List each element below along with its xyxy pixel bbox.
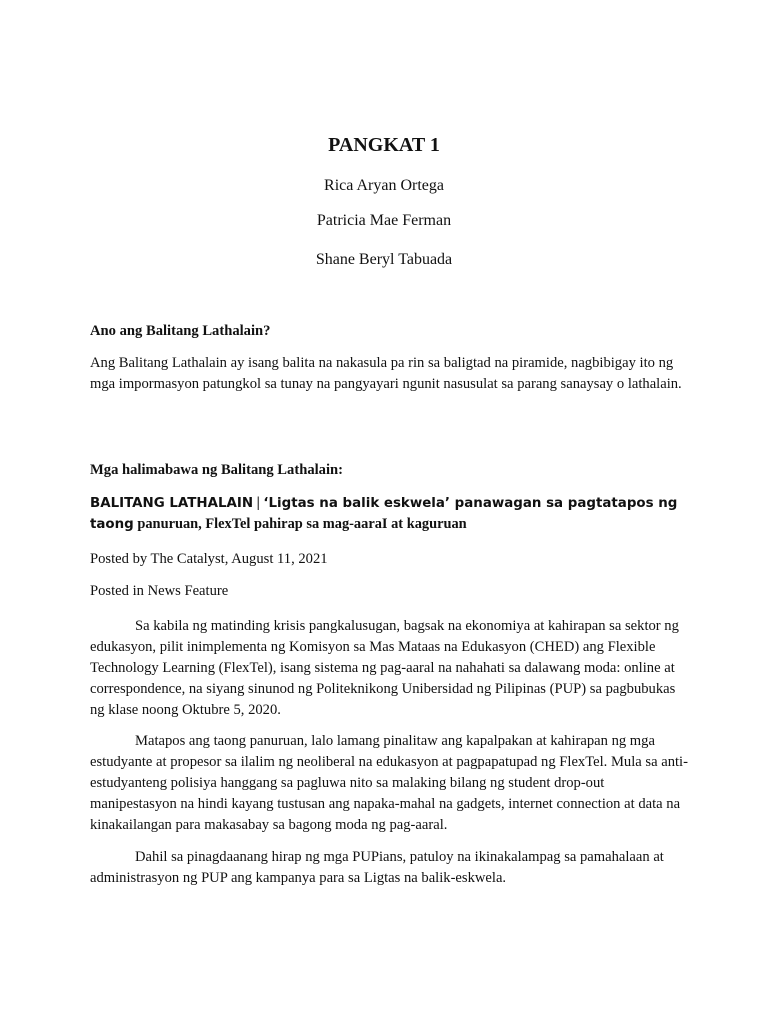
author-name: Patricia Mae Ferman [316,212,452,229]
article-paragraph: Sa kabila ng matinding krisis pangkalusugan, bagsak na ekonomiya at kahirapan sa sektor ng edukasyon, pilit inimplementa ng Komisyon sa Mas Mataas na Edukasyon (CHED) ang Flexible Technology Learning (FlexTel), isang sistema ng pag-aaral na nahahati sa dalawang moda: online at correspondence, na siyang sinunod ng Politeknikong Unibersidad ng Pilipinas (PUP) sa pagbubukas ng klase noong Oktubre 5, 2020. [90,618,679,718]
posted-in: Posted in News Feature [90,583,229,599]
definition-paragraph: Ang Balitang Lathalain ay isang balita na nakasula pa rin sa baligtad na piramide, nagbibigay ito ng mga impormasyon patungkol sa tunay na pangyayari ngunit nasusulat sa parang sanaysay o lathalain. [90,355,682,392]
section-question: Ano ang Balitang Lathalain? [90,323,271,339]
article-paragraph: Dahil sa pinagdaanang hirap ng mga PUPians, patuloy na ikinakalampag sa pamahalaan at administrasyon ng PUP ang kampanya para sa Ligtas na balik-eskwela. [90,849,664,886]
author-name: Rica Aryan Ortega [324,177,444,194]
author-name: Shane Beryl Tabuada [315,251,453,268]
headline-text-part1: ‘Ligtas na balik eskwela’ panawagan sa pagtatapos ng taong [90,496,678,532]
headline-tag: BALITANG LATHALAIN [90,496,254,511]
headline-separator: | [253,495,264,511]
document-title: PANGKAT 1 [328,134,440,156]
article-headline [90,493,690,535]
examples-heading: Mga halimabawa ng Balitang Lathalain: [90,462,343,478]
headline-text-part2: panuruan, FlexTel pahirap sa mag-aaraI at kaguruan [133,516,467,532]
posted-by: Posted by The Catalyst, August 11, 2021 [90,551,328,567]
article-paragraph: Matapos ang taong panuruan, lalo lamang pinalitaw ang kapalpakan at kahirapan ng mga estudyante at propesor sa ilalim ng neoliberal na edukasyon at pagpapatupad ng FlexTel. Mula sa anti-estudyanteng polisiya hanggang sa pagluwa nito sa malaking bilang ng student drop-out manipestasyon na hindi kayang tustusan ang napaka-mahal na gadgets, internet connection at data na kinakailangan para makasabay sa bagong moda ng pag-aaral. [90,733,688,833]
